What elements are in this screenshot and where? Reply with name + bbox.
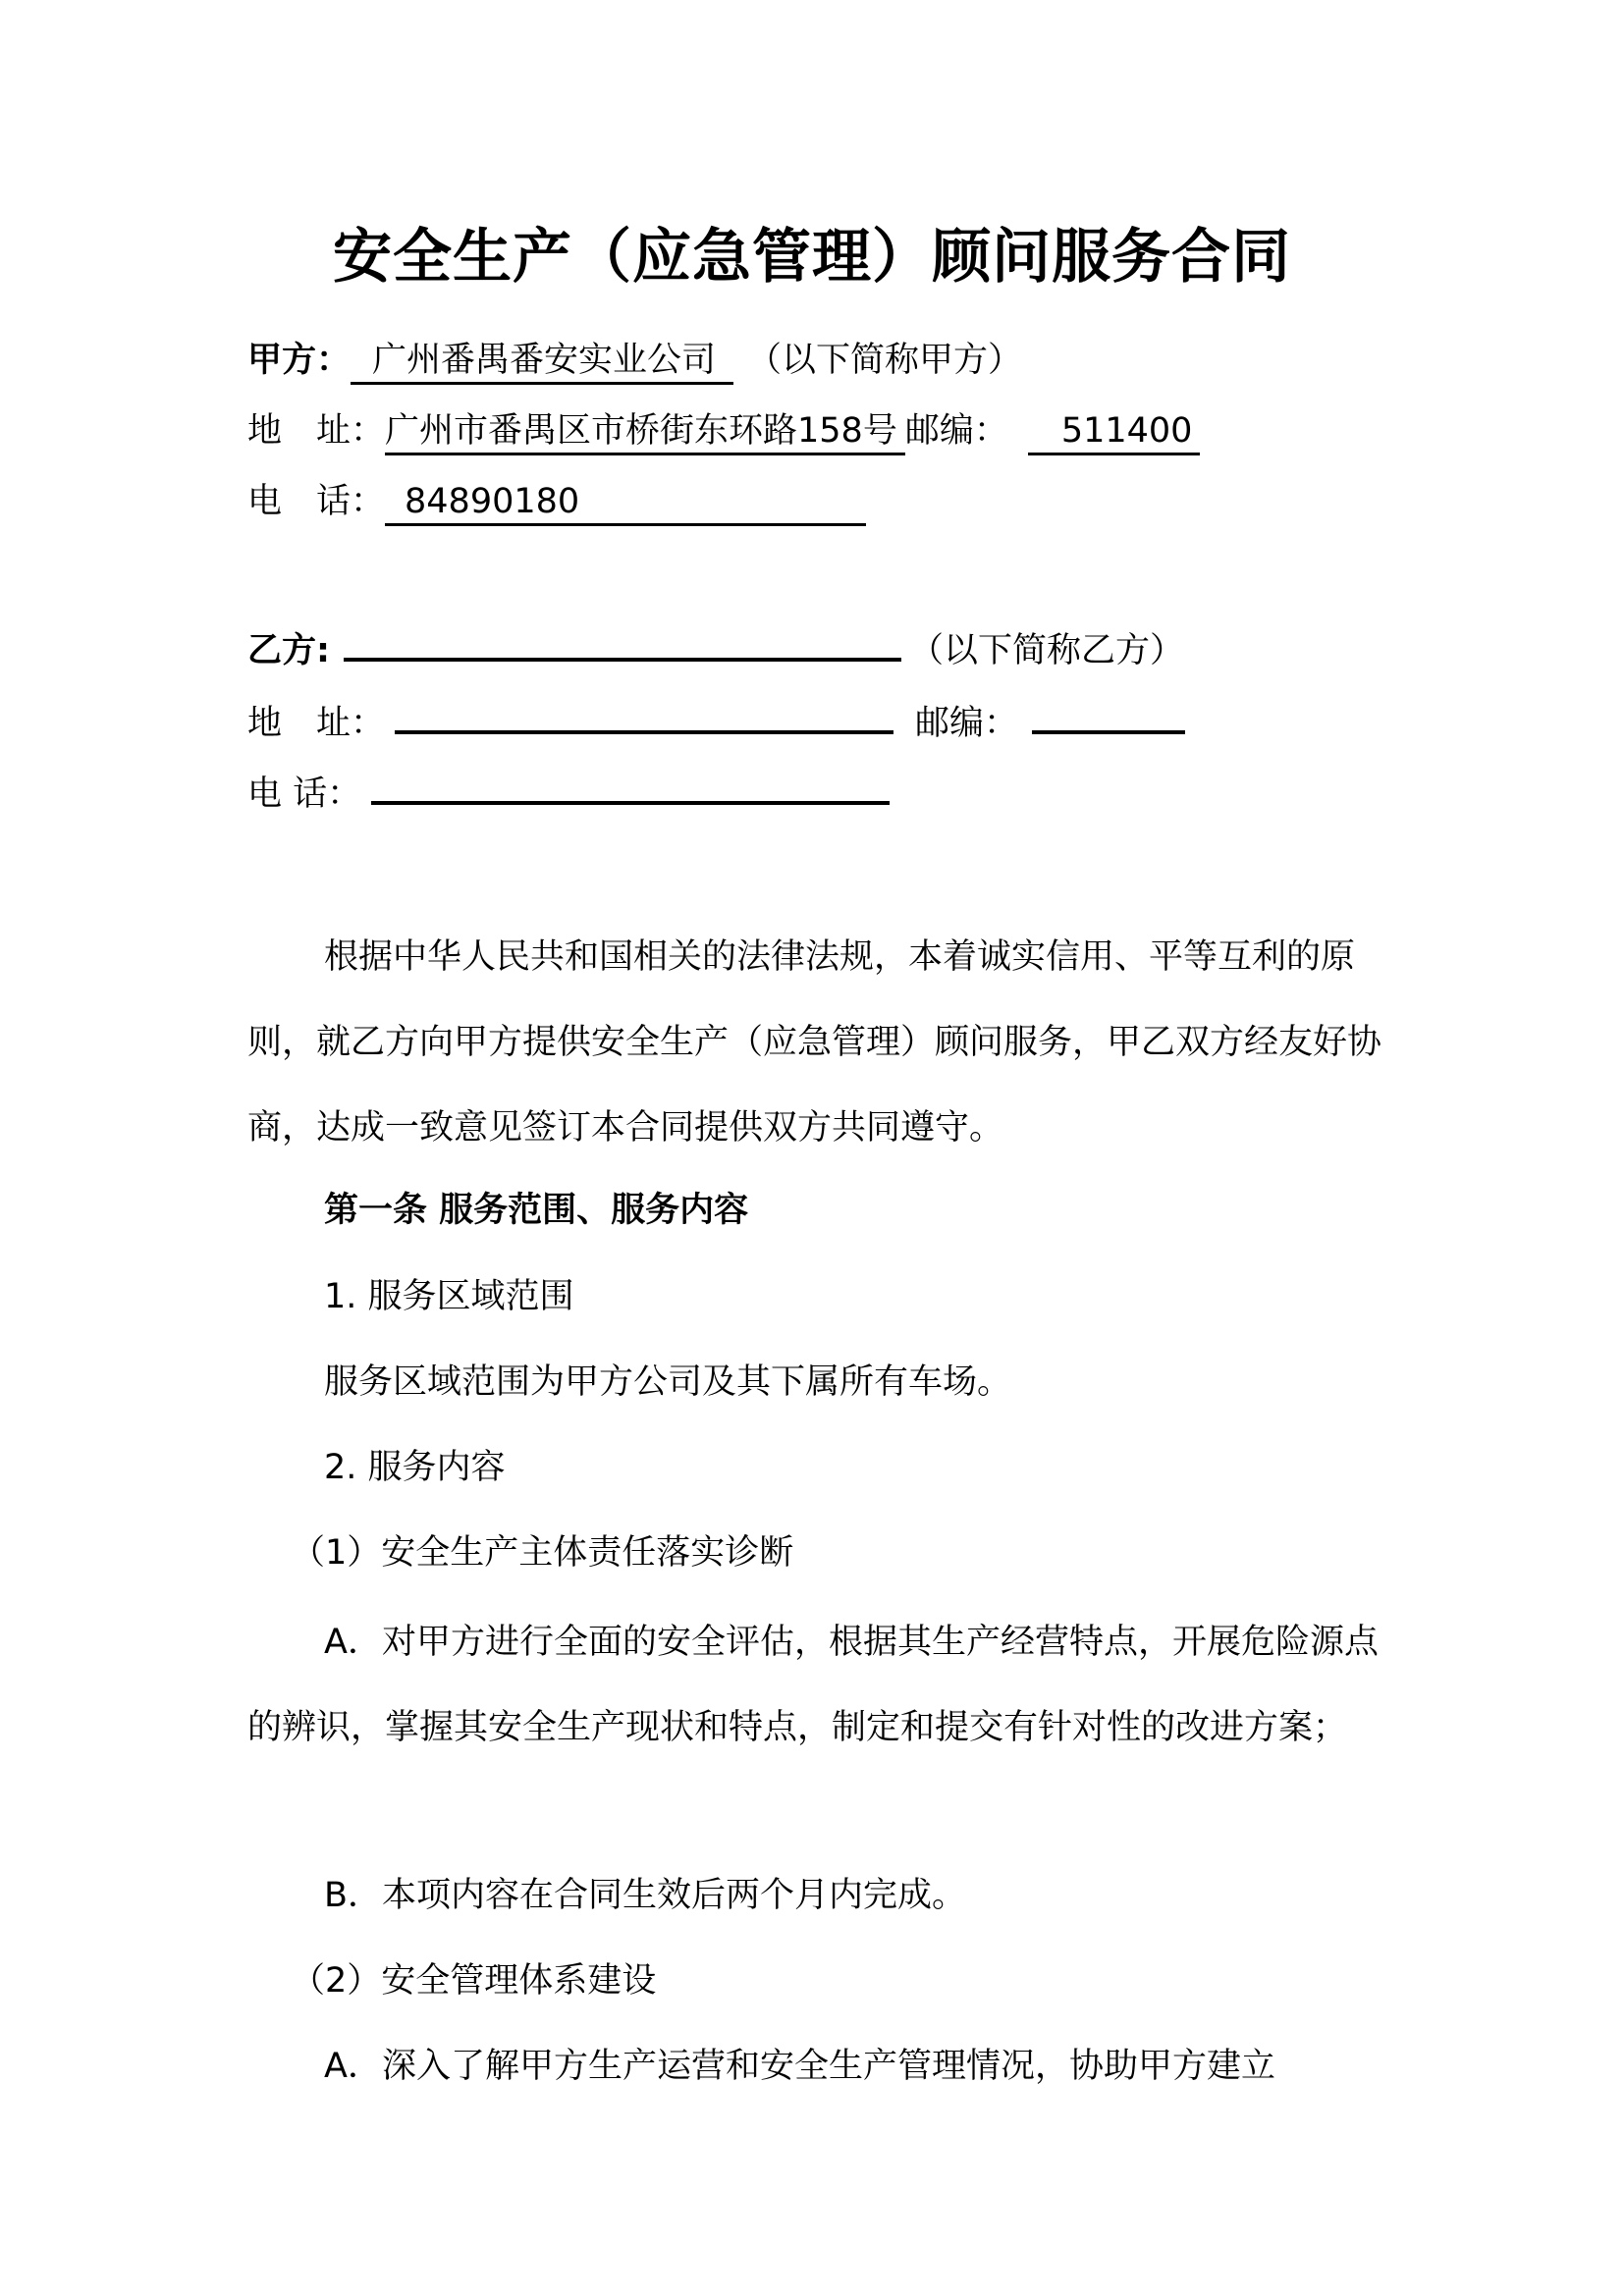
party-b-phone-row xyxy=(247,768,890,819)
preamble-paragraph: 根据中华人民共和国相关的法律法规，本着诚实信用、平等互利的原则，就乙方向甲方提供安全生产（应急管理）顾问服务，甲乙双方经友好协商，达成一致意见签订本合同提供双方共同遵守。 xyxy=(247,937,1382,1148)
party-b-postcode-field[interactable] xyxy=(1032,697,1185,734)
item-2-title: 2. 服务内容 xyxy=(324,1448,506,1487)
party-b-address-field[interactable] xyxy=(395,697,893,734)
party-a-postcode-label: 邮编： xyxy=(904,411,1008,451)
party-b-address-label: 地 址： xyxy=(247,704,386,743)
party-a-address: 广州市番禺区市桥街东环路158号 xyxy=(385,409,905,455)
party-b-phone-label: 电 话： xyxy=(247,774,362,814)
sub-1-item-a: A．对甲方进行全面的安全评估，根据其生产经营特点，开展危险源点的辨识，掌握其安全生产现状和特点，制定和提交有针对性的改进方案； xyxy=(247,1623,1379,1747)
party-a-phone-row xyxy=(247,477,866,526)
item-1-text: 服务区域范围为甲方公司及其下属所有车场。 xyxy=(324,1362,1012,1402)
party-b-phone-field[interactable] xyxy=(371,768,890,805)
sub-2-item-a: A．深入了解甲方生产运营和安全生产管理情况，协助甲方建立 xyxy=(324,2047,1275,2086)
party-a-label: 甲方： xyxy=(247,341,352,380)
party-a-name: 广州番禺番安实业公司 xyxy=(351,339,733,385)
party-a-address-row xyxy=(247,406,1200,455)
article-1-heading: 第一条 服务范围、服务内容 xyxy=(324,1191,749,1230)
party-b-name-field[interactable] xyxy=(344,624,901,662)
party-a-phone-label: 电 话： xyxy=(247,482,386,521)
party-b-postcode-label: 邮编： xyxy=(915,704,1019,743)
party-b-abbr-note: （以下简称乙方） xyxy=(909,631,1185,670)
party-b-row xyxy=(247,624,1184,675)
party-a-address-label: 地 址： xyxy=(247,411,386,451)
party-a-abbr-note: （以下简称甲方） xyxy=(747,341,1023,380)
party-a-phone: 84890180 xyxy=(385,480,866,526)
party-b-address-row xyxy=(247,697,1185,748)
party-b-label: 乙方: xyxy=(247,631,330,670)
sub-1-item-b: B．本项内容在合同生效后两个月内完成。 xyxy=(324,1876,967,1915)
sub-2-title: （2）安全管理体系建设 xyxy=(291,1961,657,2001)
party-a-postcode: 511400 xyxy=(1028,409,1201,455)
party-a-row xyxy=(247,336,1022,385)
sub-1-title: （1）安全生产主体责任落实诊断 xyxy=(291,1533,794,1573)
document-title: 安全生产（应急管理）顾问服务合同 xyxy=(333,223,1291,292)
item-1-title: 1. 服务区域范围 xyxy=(324,1277,574,1316)
